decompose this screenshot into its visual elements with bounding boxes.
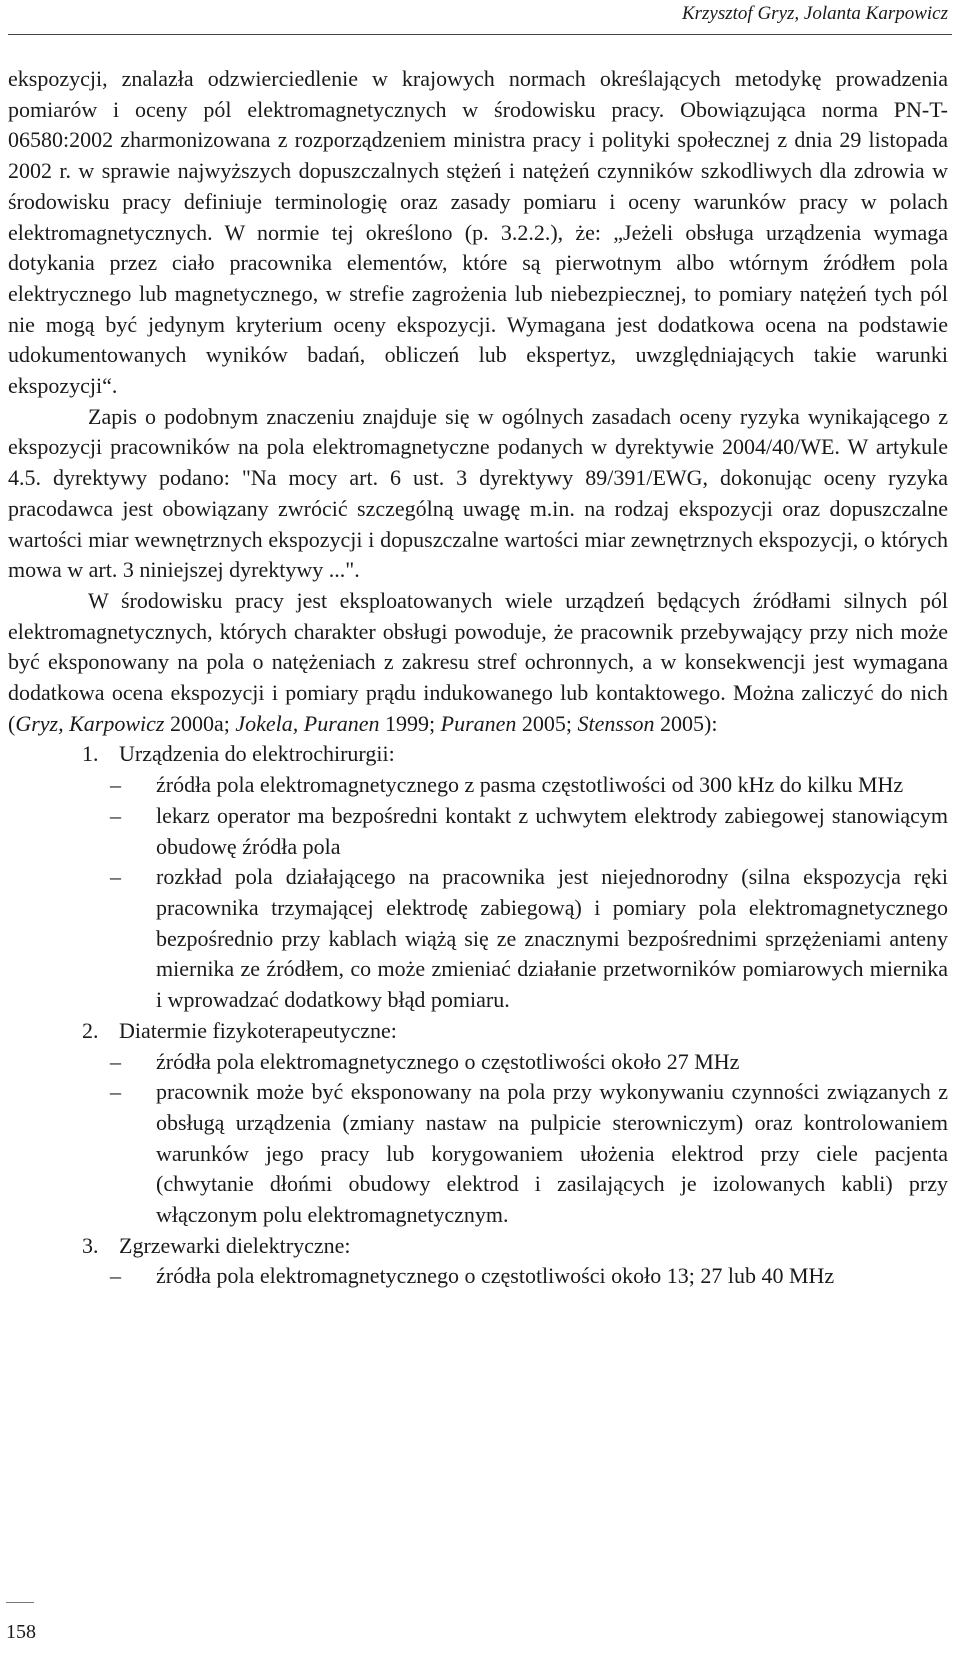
bullet-item <box>8 801 948 862</box>
footer-rule <box>6 1602 34 1603</box>
dash-marker: – <box>110 1079 121 1105</box>
list-label: Diatermie fizykoterapeutyczne: <box>119 1017 397 1043</box>
bullet-item <box>8 1261 948 1292</box>
bullet-item <box>8 1077 948 1231</box>
citation-year-1: 2000a; <box>164 710 236 736</box>
list-number: 1. <box>82 741 99 767</box>
list-item-electrosurgery <box>8 739 948 770</box>
paragraph-2: Zapis o podobnym znaczeniu znajduje się w ogólnych zasadach oceny ryzyka wynikającego z ekspozycji pracowników na pola elektromagnetyczne podanych w dyrektywie 2004/40/WE. W artykule 4.5. dyrektywy podano: "Na mocy art. 6 ust. 3 dyrektywy 89/391/EWG, dokonując oceny ryzyka pracodawca jest obowiązany zwrócić szczególną uwagę m.in. na rodzaj ekspozycji oraz dopuszczalne wartości miar wewnętrznych ekspozycji i dopuszczalne wartości miar zewnętrznych ekspozycji, o których mowa w art. 3 niniejszej dyrektywy ...". <box>8 403 948 583</box>
list-item-dielectric-welders <box>8 1231 948 1262</box>
list-item-diathermy <box>8 1016 948 1047</box>
dash-marker: – <box>110 1048 121 1074</box>
dash-marker: – <box>110 864 121 890</box>
page-number: 158 <box>6 1621 36 1643</box>
list-label: Zgrzewarki dielektryczne: <box>119 1232 351 1258</box>
bullet-item <box>8 1047 948 1078</box>
citation-year-3: 2005; <box>516 710 578 736</box>
citation-stensson: Stensson <box>577 710 655 736</box>
dash-marker: – <box>110 1263 121 1289</box>
citation-year-2: 1999; <box>379 710 441 736</box>
paragraph-3 <box>8 586 948 740</box>
bullet-item <box>8 862 948 1016</box>
dash-marker: – <box>110 772 121 798</box>
bullet-item <box>8 770 948 801</box>
citation-year-4: 2005): <box>654 710 718 736</box>
citation-puranen: Puranen <box>440 710 517 736</box>
header-rule <box>8 34 952 35</box>
bullet-text: lekarz operator ma bezpośredni kontakt z uchwytem elektrody zabiegowej stanowiącym obudowę źródła pola <box>156 802 948 859</box>
list-number: 2. <box>82 1017 99 1043</box>
bullet-text: rozkład pola działającego na pracownika jest niejednorodny (silna ekspozycja ręki pracownika trzymającej elektrodę zabiegową) i pomiary pola elektromagnetycznego bezpośrednio przy kablach wiążą się ze znacznymi bezpośrednimi sprzężeniami anteny miernika ze źródłem, co może zmieniać działanie przetworników pomiarowych miernika i wprowadzać dodatkowy błąd pomiaru. <box>156 864 948 1013</box>
bullet-text: źródła pola elektromagnetycznego o częstotliwości około 27 MHz <box>156 1048 740 1074</box>
list-number: 3. <box>82 1232 99 1258</box>
paragraph-3-text: W środowisku pracy jest eksploatowanych wiele urządzeń będących źródłami silnych pól elektromagnetycznych, których charakter obsługi powoduje, że pracownik przebywający przy nich może być eksponowany na pola o natężeniach z zakresu stref ochronnych, a w konsekwencji jest wymagana dodatkowa ocena ekspozycji i pomiary prądu indukowanego lub kontaktowego. Można zaliczyć do nich ( <box>8 587 948 736</box>
list-label: Urządzenia do elektrochirurgii: <box>119 741 395 767</box>
running-header: Krzysztof Gryz, Jolanta Karpowicz <box>681 3 948 24</box>
dash-marker: – <box>110 802 121 828</box>
bullet-text: źródła pola elektromagnetycznego o częstotliwości około 13; 27 lub 40 MHz <box>156 1263 835 1289</box>
page-body <box>8 64 948 1292</box>
citation-jokela-puranen: Jokela, Puranen <box>235 710 380 736</box>
paragraph-1: ekspozycji, znalazła odzwierciedlenie w krajowych normach określających metodykę prowadzenia pomiarów i oceny pól elektromagnetycznych w środowisku pracy. Obowiązująca norma PN-T-06580:2002 zharmonizowana z rozporządzeniem ministra pracy i polityki społecznej z dnia 29 listopada 2002 r. w sprawie najwyższych dopuszczalnych stężeń i natężeń czynników szkodliwych dla zdrowia w środowisku pracy definiuje terminologię oraz zasady pomiaru i oceny warunków pracy w polach elektromagnetycznych. W normie tej określono (p. 3.2.2.), że: „Jeżeli obsługa urządzenia wymaga dotykania przez ciało pracownika elementów, które są pierwotnym albo wtórnym źródłem pola elektrycznego lub magnetycznego, w strefie zagrożenia lub niebezpiecznej, to pomiary natężeń tych pól nie mogą być jedynym kryterium oceny ekspozycji. Wymagana jest dodatkowa ocena na podstawie udokumentowanych wyników badań, obliczeń lub ekspertyz, uwzględniających takie warunki ekspozycji“. <box>8 66 948 399</box>
bullet-text: źródła pola elektromagnetycznego z pasma częstotliwości od 300 kHz do kilku MHz <box>156 772 904 798</box>
citation-gryz-karpowicz: Gryz, Karpowicz <box>15 710 165 736</box>
bullet-text: pracownik może być eksponowany na pola przy wykonywaniu czynności związanych z obsługą urządzenia (zmiany nastaw na pulpicie sterowniczym) oraz kontrolowaniem warunków jego pracy lub korygowaniem ułożenia elektrod przy ciele pacjenta (chwytanie dłońmi obudowy elektrod i zasilających je izolowanych kabli) przy włączonym polu elektromagnetycznym. <box>156 1079 948 1228</box>
